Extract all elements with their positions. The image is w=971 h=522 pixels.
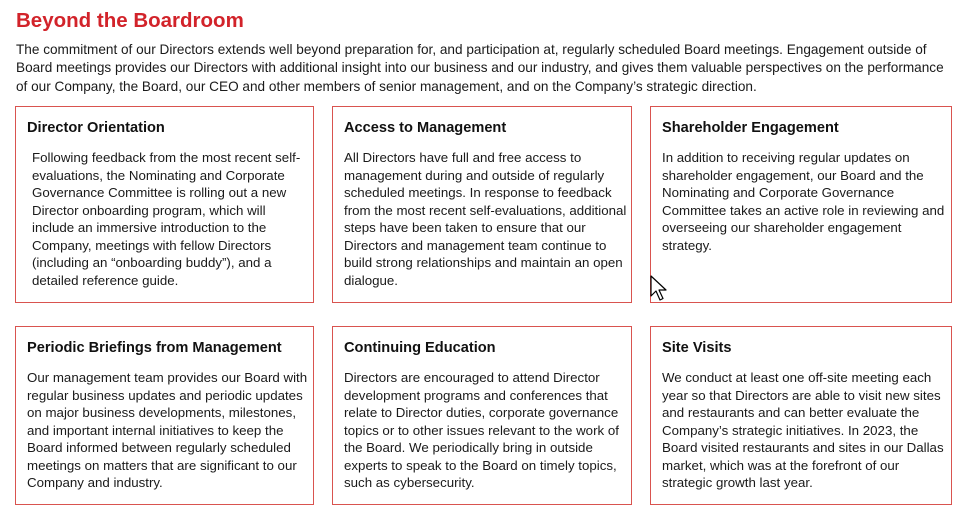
card-site-visits <box>650 326 952 505</box>
card-body: All Directors have full and free access to management during and outside of regularly scheduled meetings. In response to feedback from the most recent self-evaluations, additional steps have been taken to ensure that our Directors and management team continue to build strong relationships and maintain an open dialogue. <box>344 150 627 288</box>
card-periodic-briefings <box>15 326 314 505</box>
card-body: We conduct at least one off-site meeting each year so that Directors are able to visit new sites and restaurants and can better evaluate the Company’s strategic initiatives. In 2023, the Board visited restaurants and sites in our Dallas market, which was at the forefront of our strategic growth last year. <box>662 370 944 490</box>
card-shareholder-engagement <box>650 106 952 303</box>
card-heading: Site Visits <box>662 340 732 356</box>
section-title: Beyond the Boardroom <box>16 9 244 32</box>
card-continuing-education <box>332 326 632 505</box>
card-director-orientation <box>15 106 314 303</box>
card-heading: Shareholder Engagement <box>662 120 839 136</box>
card-body: Following feedback from the most recent self-evaluations, the Nominating and Corporate Governance Committee is rolling out a new Director onboarding program, which will include an immersive introduction to the Company, meetings with fellow Directors (including an “onboarding buddy”), and a detailed reference guide. <box>32 150 301 288</box>
mouse-pointer-icon <box>650 275 668 301</box>
card-body: Directors are encouraged to attend Director development programs and conferences that relate to Director duties, corporate governance topics or to other issues relevant to the work of the Board. We periodically bring in outside experts to speak to the Board on timely topics, such as cybersecurity. <box>344 370 619 490</box>
card-body: Our management team provides our Board with regular business updates and periodic updates on major business developments, milestones, and important internal initiatives to keep the Board informed between regularly scheduled meetings on matters that are significant to our Company and industry. <box>27 370 308 490</box>
card-body: In addition to receiving regular updates on shareholder engagement, our Board and the Nominating and Corporate Governance Committee takes an active role in reviewing and overseeing our shareholder engagement strategy. <box>662 150 945 253</box>
card-heading: Director Orientation <box>27 120 165 136</box>
intro-paragraph: The commitment of our Directors extends well beyond preparation for, and participation at, regularly scheduled Board meetings. Engagement outside of Board meetings provides our Directors with additional insight into our business and our industry, and gives them valuable perspectives on the performance of our Company, the Board, our CEO and other members of senior management, and on the Company’s strategic direction. <box>16 42 944 94</box>
card-heading: Periodic Briefings from Management <box>27 340 282 356</box>
card-heading: Continuing Education <box>344 340 496 356</box>
card-access-to-management <box>332 106 632 303</box>
card-heading: Access to Management <box>344 120 507 136</box>
